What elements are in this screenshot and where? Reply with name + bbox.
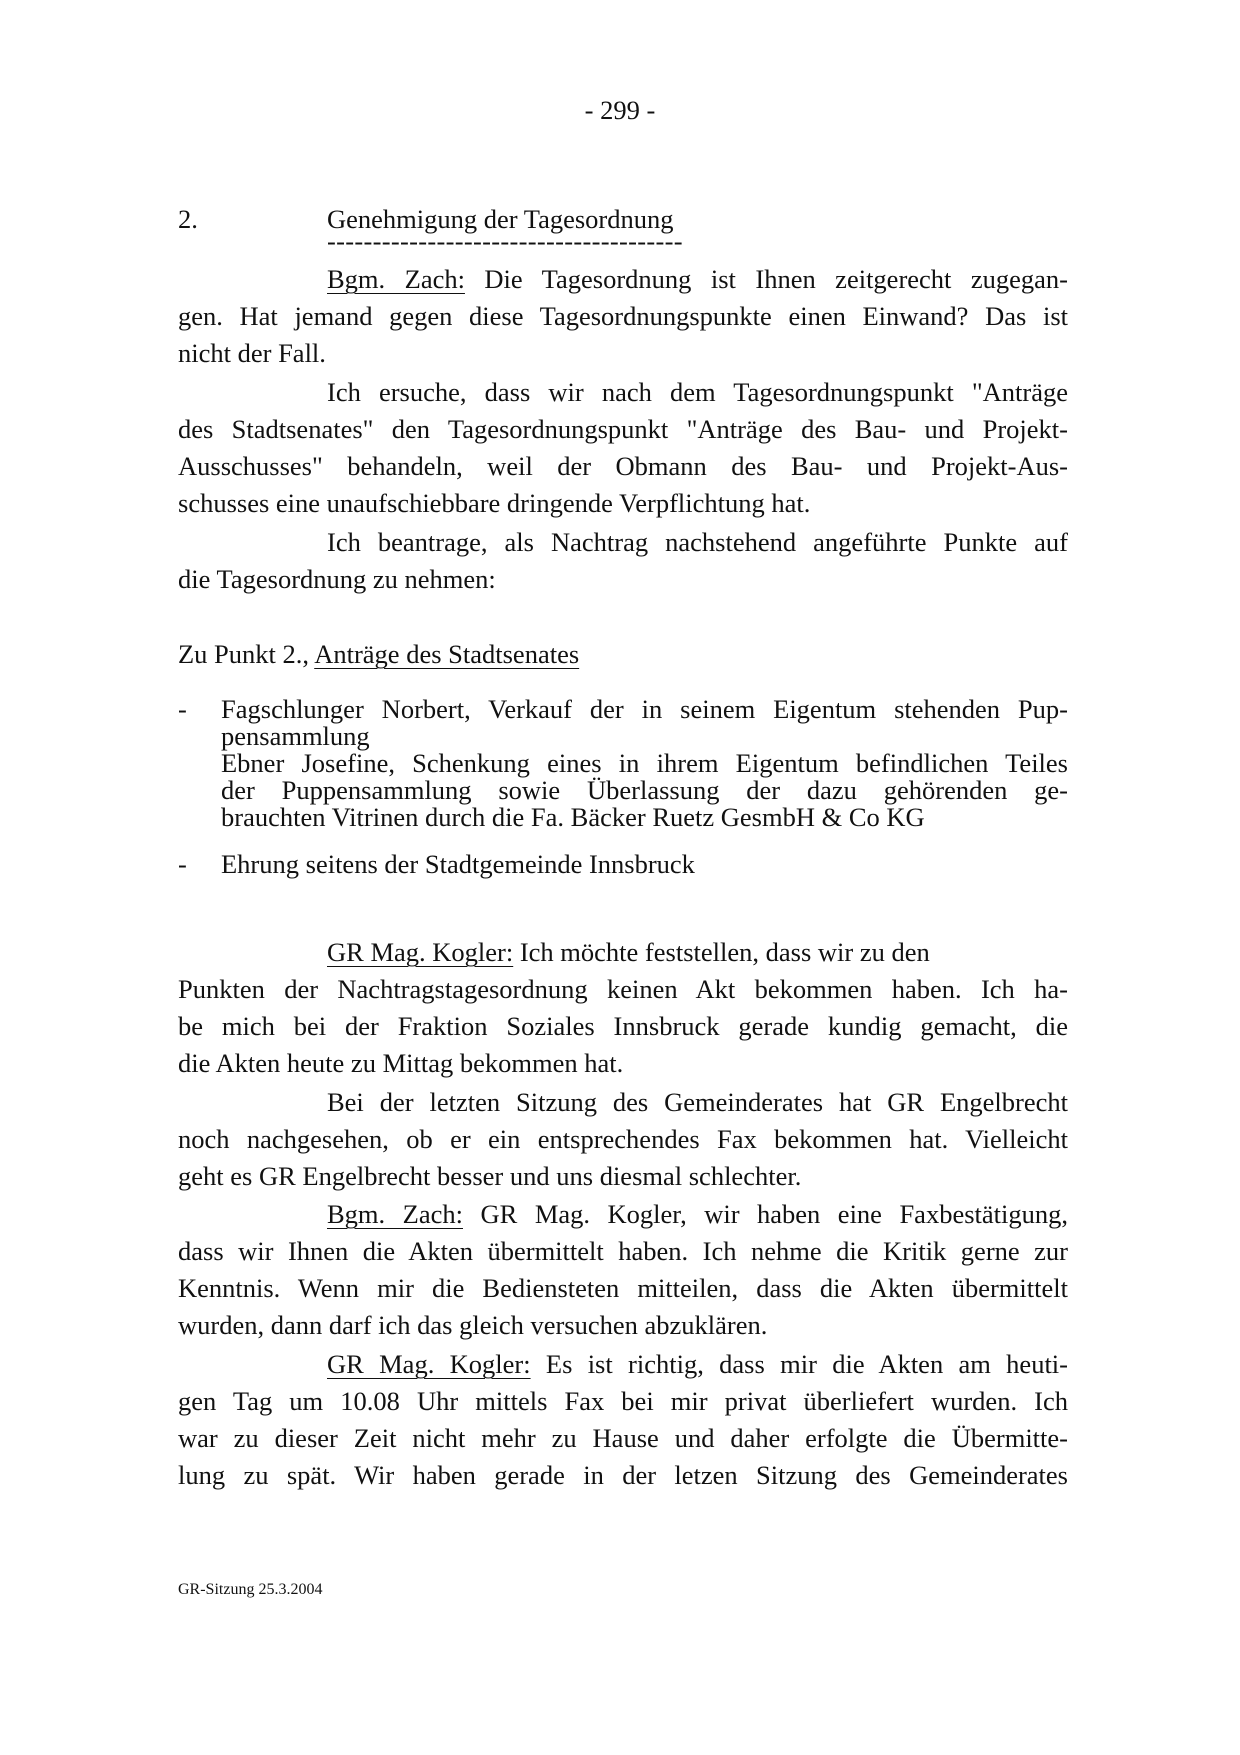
para-line: Kenntnis. Wenn mir die Bediensteten mitteilen, dass die Akten übermittelt [178, 1273, 1068, 1303]
para-line: wurden, dann darf ich das gleich versuchen abzuklären. [178, 1310, 768, 1340]
para-line: GR Mag. Kogler: Es ist richtig, dass mir die Akten am heuti- [327, 1349, 1068, 1379]
para-line: be mich bei der Fraktion Soziales Innsbruck gerade kundig gemacht, die [178, 1011, 1068, 1041]
paragraph-kogler-2 [178, 1084, 1068, 1204]
para-line: die Akten heute zu Mittag bekommen hat. [178, 1048, 624, 1078]
para-line: GR Mag. Kogler: Ich möchte feststellen, dass wir zu den [327, 937, 930, 967]
section-title: Genehmigung der Tagesordnung [327, 204, 674, 234]
para-line: Punkten der Nachtragstagesordnung keinen Akt bekommen haben. Ich ha- [178, 974, 1068, 1004]
para-line: Ich ersuche, dass wir nach dem Tagesordnungspunkt "Anträge [327, 377, 1068, 407]
para-line: war zu dieser Zeit nicht mehr zu Hause und daher erfolgte die Übermitte- [178, 1423, 1068, 1453]
para-line: Bgm. Zach: GR Mag. Kogler, wir haben eine Faxbestätigung, [327, 1199, 1068, 1229]
zu-punkt-heading: Zu Punkt 2., Anträge des Stadtsenates [178, 639, 580, 669]
section-number: 2. [178, 204, 198, 234]
para-line: dass wir Ihnen die Akten übermittelt haben. Ich nehme die Kritik gerne zur [178, 1236, 1068, 1266]
paragraph-kogler-1 [178, 934, 1068, 1094]
para-line: lung zu spät. Wir haben gerade in der letzen Sitzung des Gemeinderates [178, 1460, 1068, 1490]
paragraph-zach-4 [178, 1196, 1068, 1356]
paragraph-zach-1 [178, 261, 1068, 381]
section-rule: --------------------------------------- [327, 226, 683, 256]
para-line: Ich beantrage, als Nachtrag nachstehend angeführte Punkte auf [327, 527, 1068, 557]
list-item: Ehrung seitens der Stadtgemeinde Innsbruck [221, 849, 695, 879]
para-line: Ausschusses" behandeln, weil der Obmann des Bau- und Projekt-Aus- [178, 451, 1068, 481]
speaker-label: GR Mag. Kogler: [327, 937, 514, 967]
page-footer: GR-Sitzung 25.3.2004 [178, 1581, 323, 1598]
list-dash: - [178, 849, 187, 879]
speaker-label: Bgm. Zach: [327, 264, 465, 294]
paragraph-kogler-3 [178, 1346, 1068, 1506]
para-line: gen Tag um 10.08 Uhr mittels Fax bei mir privat überliefert wurden. Ich [178, 1386, 1068, 1416]
zu-punkt-title: Anträge des Stadtsenates [314, 639, 580, 669]
speaker-label: GR Mag. Kogler: [327, 1349, 531, 1379]
speaker-label: Bgm. Zach: [327, 1199, 463, 1229]
para-line: nicht der Fall. [178, 338, 326, 368]
para-line: des Stadtsenates" den Tagesordnungspunkt "Anträge des Bau- und Projekt- [178, 414, 1068, 444]
para-line: die Tagesordnung zu nehmen: [178, 564, 496, 594]
para-line: Bgm. Zach: Die Tagesordnung ist Ihnen zeitgerecht zugegan- [327, 264, 1068, 294]
paragraph-zach-2 [178, 374, 1068, 534]
para-line: gen. Hat jemand gegen diese Tagesordnungspunkte einen Einwand? Das ist [178, 301, 1068, 331]
para-line: Bei der letzten Sitzung des Gemeinderates hat GR Engelbrecht [327, 1087, 1068, 1117]
list-dash: - [178, 694, 187, 724]
para-line: noch nachgesehen, ob er ein entsprechendes Fax bekommen hat. Vielleicht [178, 1124, 1068, 1154]
para-line: geht es GR Engelbrecht besser und uns diesmal schlechter. [178, 1161, 802, 1191]
paragraph-zach-3 [178, 524, 1068, 604]
page-number: - 299 - [584, 95, 656, 125]
para-line: schusses eine unaufschiebbare dringende Verpflichtung hat. [178, 488, 811, 518]
